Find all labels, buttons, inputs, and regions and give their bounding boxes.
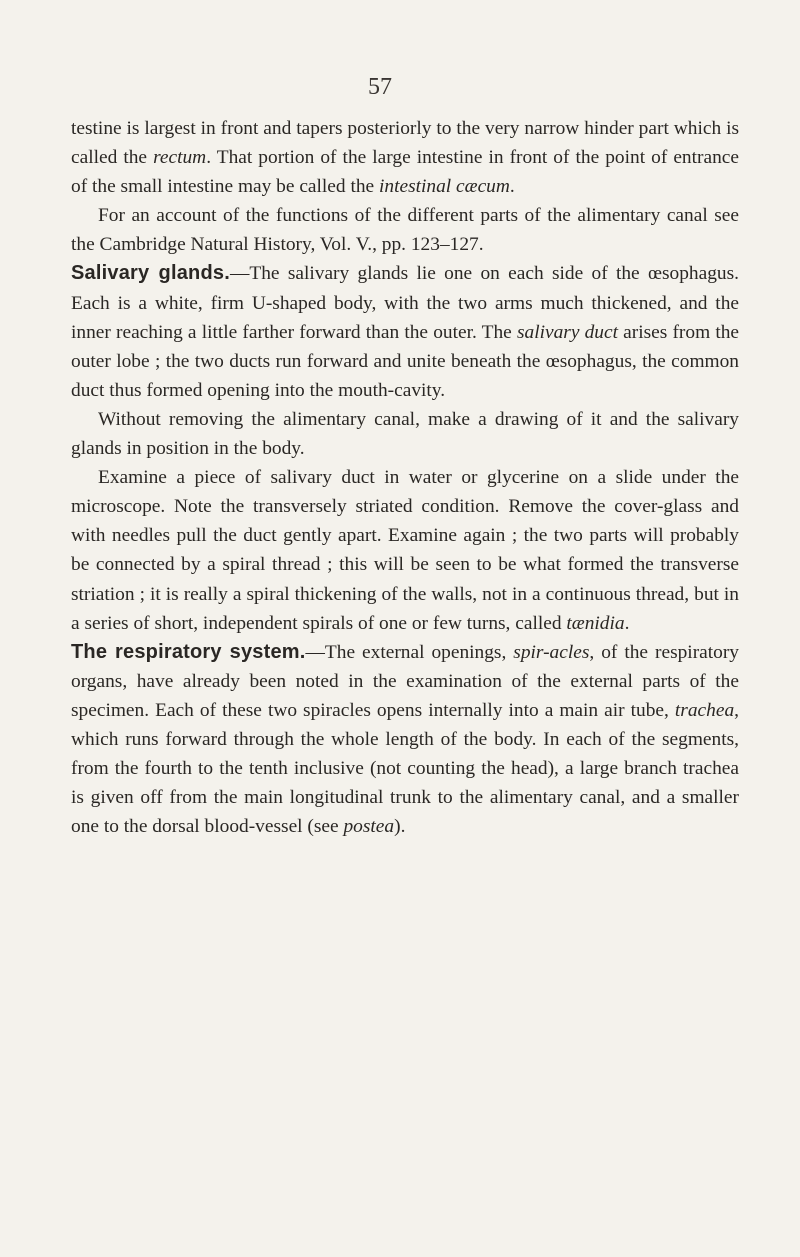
text-span: —The external openings, [305, 641, 514, 663]
text-span: , of the respiratory organs, have already been noted in the examination of the external parts of the specimen. Each of these two spiracles opens internally into a main air tube, [71, 641, 739, 721]
term-rectum: rectum [153, 147, 207, 169]
term-spiracles: spir-acles [513, 641, 590, 663]
paragraph-respiratory-system [71, 638, 739, 842]
paragraph-intestine [71, 114, 739, 201]
term-intestinal-caecum: intestinal cæcum [379, 176, 510, 198]
term-salivary-duct: salivary duct [516, 321, 618, 343]
term-postea: postea [343, 816, 395, 838]
body-text [71, 114, 739, 841]
text-span: ). [394, 816, 406, 838]
paragraph-salivary-glands [71, 259, 739, 404]
section-heading-respiratory-system: The respiratory system. [71, 640, 306, 663]
text-span: . [624, 612, 630, 634]
paragraph-functions: For an account of the functions of the different parts of the alimentary canal see the Cambridge Natural History, Vol. V., pp. 123–127. [71, 205, 739, 256]
text-span: testine is largest in front and tapers posteriorly to the very narrow hinder part which is called the [71, 118, 739, 169]
text-span: , which runs forward through the whole length of the body. In each of the segments, from the fourth to the tenth inclusive (not counting the head), a large branch trachea is given off from the main longitudinal trunk to the alimentary canal, and a smaller one to the dorsal blood-vessel (see [71, 699, 739, 838]
text-span: arises from the outer lobe ; the two ducts run forward and unite beneath the œsophagus, the common duct thus formed opening into the mouth-cavity. [71, 321, 740, 401]
section-heading-salivary-glands: Salivary glands. [71, 262, 230, 285]
page-number: 57 [368, 74, 392, 100]
text-span: . That portion of the large intestine in front of the point of entrance of the small intestine may be called the [71, 147, 739, 198]
text-span: —The salivary glands lie one on each side of the œsophagus. Each is a white, firm U-shaped body, with the two arms much thickened, and the inner reaching a little farther forward than the outer. The [71, 263, 739, 343]
text-span: Examine a piece of salivary duct in water or glycerine on a slide under the microscope. Note the transversely striated condition. Remove the cover-glass and with needles pull the duct gently apart. Examine again ; the two parts will probably be connected by a spiral thread ; this will be seen to be what formed the transverse striation ; it is really a spiral thickening of the walls, not in a continuous thread, but in a series of short, independent spirals of one or few turns, called [71, 467, 739, 634]
text-span: . [509, 176, 515, 198]
term-trachea: trachea [674, 699, 735, 721]
term-taenidia: tænidia [566, 612, 625, 634]
paragraph-drawing-instruction: Without removing the alimentary canal, make a drawing of it and the salivary glands in position in the body. [71, 408, 739, 460]
paragraph-microscope [71, 463, 739, 638]
